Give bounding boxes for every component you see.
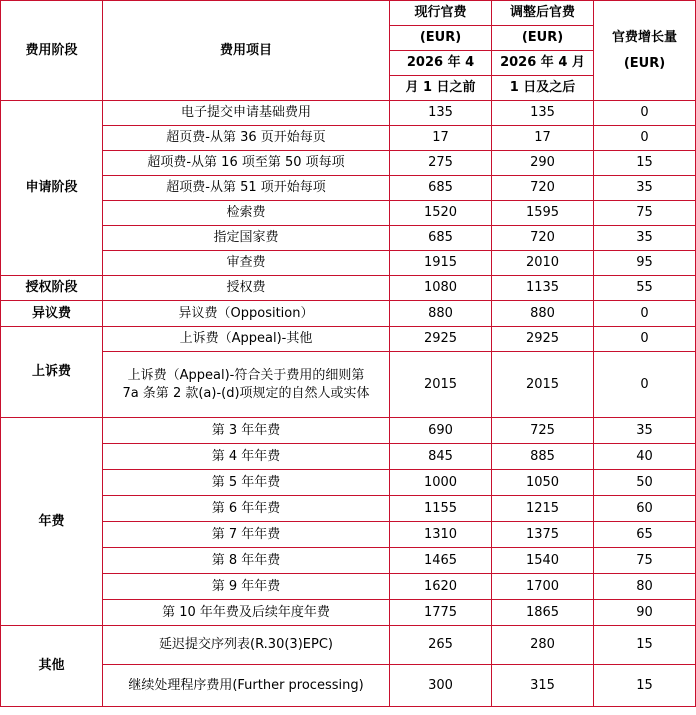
current-fee: 2925 bbox=[390, 327, 492, 352]
fee-item: 超项费-从第 51 项开始每项 bbox=[103, 176, 390, 201]
current-fee: 1310 bbox=[390, 522, 492, 548]
fee-item-line: 7a 条第 2 款(a)-(d)项规定的自然人或实体 bbox=[122, 385, 370, 401]
adjusted-fee: 2925 bbox=[492, 327, 594, 352]
current-fee: 690 bbox=[390, 418, 492, 444]
fee-item-line: 上诉费（Appeal)-符合关于费用的细则第 bbox=[127, 367, 365, 383]
fee-increase: 15 bbox=[594, 626, 696, 665]
fee-item: 第 6 年年费 bbox=[103, 496, 390, 522]
current-fee: 1915 bbox=[390, 251, 492, 276]
header-increase bbox=[594, 1, 696, 101]
table-row bbox=[1, 101, 696, 126]
header-item: 费用项目 bbox=[103, 1, 390, 101]
adjusted-fee: 2015 bbox=[492, 352, 594, 418]
fee-item: 延迟提交序列表(R.30(3)EPC) bbox=[103, 626, 390, 665]
fee-item: 上诉费（Appeal)-其他 bbox=[103, 327, 390, 352]
adjusted-fee: 135 bbox=[492, 101, 594, 126]
table-row bbox=[1, 600, 696, 626]
fee-increase: 35 bbox=[594, 418, 696, 444]
adjusted-fee: 2010 bbox=[492, 251, 594, 276]
fee-item: 第 5 年年费 bbox=[103, 470, 390, 496]
current-fee: 265 bbox=[390, 626, 492, 665]
table-row bbox=[1, 626, 696, 665]
fee-increase: 15 bbox=[594, 151, 696, 176]
fee-item: 第 10 年年费及后续年度年费 bbox=[103, 600, 390, 626]
fee-item: 第 8 年年费 bbox=[103, 548, 390, 574]
fee-increase: 15 bbox=[594, 665, 696, 707]
table-row bbox=[1, 548, 696, 574]
table-row bbox=[1, 444, 696, 470]
table-row bbox=[1, 665, 696, 707]
adjusted-fee: 280 bbox=[492, 626, 594, 665]
fee-item: 第 4 年年费 bbox=[103, 444, 390, 470]
current-fee: 1155 bbox=[390, 496, 492, 522]
table-row bbox=[1, 176, 696, 201]
current-fee: 2015 bbox=[390, 352, 492, 418]
current-fee: 1775 bbox=[390, 600, 492, 626]
table-row bbox=[1, 151, 696, 176]
adjusted-fee: 720 bbox=[492, 226, 594, 251]
fee-increase: 35 bbox=[594, 226, 696, 251]
fee-item: 第 7 年年费 bbox=[103, 522, 390, 548]
current-fee: 1080 bbox=[390, 276, 492, 301]
adjusted-fee: 1540 bbox=[492, 548, 594, 574]
stage-label: 异议费 bbox=[1, 301, 103, 327]
fee-item: 继续处理程序费用(Further processing) bbox=[103, 665, 390, 707]
fee-item: 检索费 bbox=[103, 201, 390, 226]
current-fee: 685 bbox=[390, 226, 492, 251]
adjusted-fee: 315 bbox=[492, 665, 594, 707]
fee-increase: 75 bbox=[594, 548, 696, 574]
adjusted-fee: 720 bbox=[492, 176, 594, 201]
current-fee: 845 bbox=[390, 444, 492, 470]
header-adjusted-fee-unit: (EUR) bbox=[492, 26, 594, 51]
fee-item: 指定国家费 bbox=[103, 226, 390, 251]
adjusted-fee: 1865 bbox=[492, 600, 594, 626]
fee-increase: 0 bbox=[594, 126, 696, 151]
header-adjusted-fee-title: 调整后官费 bbox=[492, 1, 594, 26]
fee-item: 超项费-从第 16 项至第 50 项每项 bbox=[103, 151, 390, 176]
fee-item: 第 3 年年费 bbox=[103, 418, 390, 444]
fee-item: 第 9 年年费 bbox=[103, 574, 390, 600]
fee-increase: 90 bbox=[594, 600, 696, 626]
fee-increase: 40 bbox=[594, 444, 696, 470]
stage-label: 授权阶段 bbox=[1, 276, 103, 301]
table-row bbox=[1, 496, 696, 522]
fee-item: 审查费 bbox=[103, 251, 390, 276]
fee-increase: 0 bbox=[594, 352, 696, 418]
adjusted-fee: 1700 bbox=[492, 574, 594, 600]
table-row bbox=[1, 352, 696, 418]
fee-increase: 0 bbox=[594, 101, 696, 126]
fee-item: 授权费 bbox=[103, 276, 390, 301]
table-row bbox=[1, 276, 696, 301]
adjusted-fee: 885 bbox=[492, 444, 594, 470]
stage-label: 年费 bbox=[1, 418, 103, 626]
stage-label: 上诉费 bbox=[1, 327, 103, 418]
table-row bbox=[1, 226, 696, 251]
fee-increase: 75 bbox=[594, 201, 696, 226]
table-row bbox=[1, 301, 696, 327]
current-fee: 685 bbox=[390, 176, 492, 201]
header-increase-unit: (EUR) bbox=[623, 55, 666, 71]
table-row bbox=[1, 251, 696, 276]
table-row bbox=[1, 522, 696, 548]
header-adjusted-fee-period-line1: 2026 年 4 月 bbox=[492, 51, 594, 76]
current-fee: 300 bbox=[390, 665, 492, 707]
fee-increase: 60 bbox=[594, 496, 696, 522]
table-row bbox=[1, 126, 696, 151]
adjusted-fee: 880 bbox=[492, 301, 594, 327]
stage-label: 其他 bbox=[1, 626, 103, 707]
adjusted-fee: 1595 bbox=[492, 201, 594, 226]
header-increase-title: 官费增长量 bbox=[611, 29, 677, 45]
adjusted-fee: 1050 bbox=[492, 470, 594, 496]
current-fee: 17 bbox=[390, 126, 492, 151]
adjusted-fee: 1375 bbox=[492, 522, 594, 548]
fee-increase: 55 bbox=[594, 276, 696, 301]
adjusted-fee: 1135 bbox=[492, 276, 594, 301]
adjusted-fee: 725 bbox=[492, 418, 594, 444]
current-fee: 135 bbox=[390, 101, 492, 126]
table-row bbox=[1, 470, 696, 496]
current-fee: 1620 bbox=[390, 574, 492, 600]
fee-item: 电子提交申请基础费用 bbox=[103, 101, 390, 126]
fee-increase: 0 bbox=[594, 301, 696, 327]
header-adjusted-fee-period-line2: 1 日及之后 bbox=[492, 76, 594, 101]
fee-increase: 0 bbox=[594, 327, 696, 352]
fee-item: 超页费-从第 36 页开始每页 bbox=[103, 126, 390, 151]
adjusted-fee: 1215 bbox=[492, 496, 594, 522]
fee-item: 异议费（Opposition） bbox=[103, 301, 390, 327]
header-current-fee-unit: (EUR) bbox=[390, 26, 492, 51]
current-fee: 880 bbox=[390, 301, 492, 327]
stage-label: 申请阶段 bbox=[1, 101, 103, 276]
current-fee: 1520 bbox=[390, 201, 492, 226]
current-fee: 275 bbox=[390, 151, 492, 176]
header-stage: 费用阶段 bbox=[1, 1, 103, 101]
fee-increase: 65 bbox=[594, 522, 696, 548]
table-row bbox=[1, 327, 696, 352]
current-fee: 1000 bbox=[390, 470, 492, 496]
table-row bbox=[1, 201, 696, 226]
fee-increase: 35 bbox=[594, 176, 696, 201]
table-row bbox=[1, 418, 696, 444]
header-current-fee-period-line2: 月 1 日之前 bbox=[390, 76, 492, 101]
fee-item bbox=[103, 352, 390, 418]
fee-increase: 80 bbox=[594, 574, 696, 600]
header-current-fee-title: 现行官费 bbox=[390, 1, 492, 26]
current-fee: 1465 bbox=[390, 548, 492, 574]
fee-increase: 50 bbox=[594, 470, 696, 496]
adjusted-fee: 17 bbox=[492, 126, 594, 151]
adjusted-fee: 290 bbox=[492, 151, 594, 176]
table-row bbox=[1, 574, 696, 600]
header-current-fee-period-line1: 2026 年 4 bbox=[390, 51, 492, 76]
fee-increase: 95 bbox=[594, 251, 696, 276]
